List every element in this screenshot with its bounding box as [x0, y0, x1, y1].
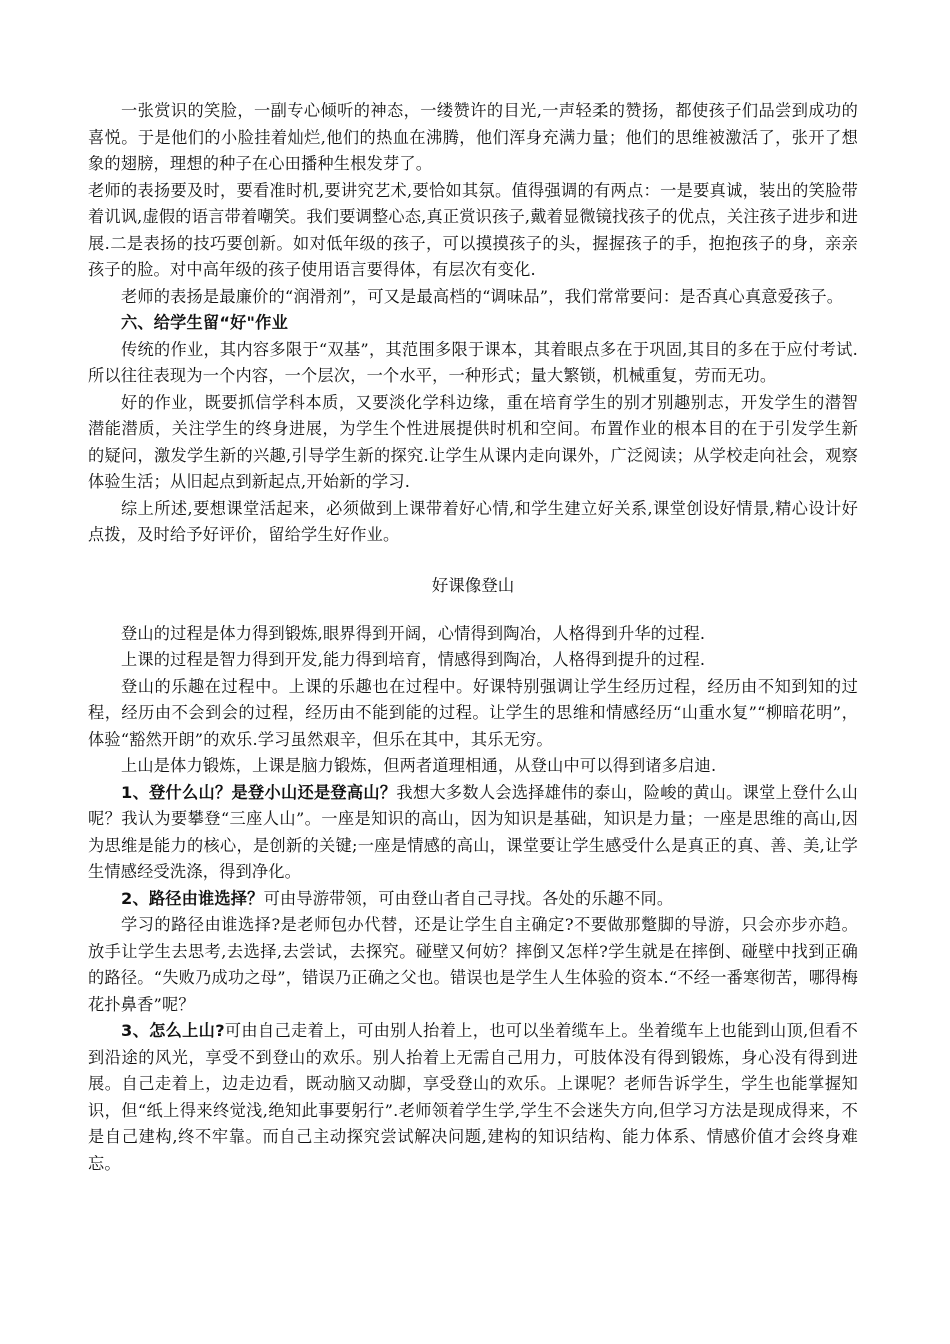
paragraph-text: 我想大多数人会选择雄伟的泰山，险峻的黄山。课堂上登什么山呢？我认为要攀登“三座人山”。一座是知识的高山，因为知识是基础，知识是力量；一座是思维的高山,因为思维是能力的核心，是创新的关键;一座是情感的高山，课堂要让学生感受什么是真正的真、善、美,让学生情感经受洗涤，得到净化。 — [88, 782, 858, 881]
paragraph — [88, 886, 858, 913]
paragraph: 老师的表扬要及时，要看准时机,要讲究艺术,要恰如其氛。值得强调的有两点：一是要真诚，装出的笑脸带着讥讽,虚假的语言带着嘲笑。我们要调整心态,真正赏识孩子,戴着显微镜找孩子的优点，关注孩子进步和进展.二是表扬的技巧要创新。如对低年级的孩子，可以摸摸孩子的头，握握孩子的手，抱抱孩子的身，亲亲孩子的脸。对中高年级的孩子使用语言要得体，有层次有变化. — [88, 180, 858, 279]
paragraph: 综上所述,要想课堂活起来，必须做到上课带着好心情,和学生建立好关系,课堂创设好情景,精心设计好点拨，及时给予好评价，留给学生好作业。 — [88, 498, 858, 544]
paragraph-text: 可由自己走着上，可由别人抬着上，也可以坐着缆车上。坐着缆车上也能到山顶,但看不到沿途的风光，享受不到登山的欢乐。别人抬着上无需自己用力，可肢体没有得到锻炼，身心没有得到进展。自己走着上，边走边看，既动脑又动脚，享受登山的欢乐。上课呢？老师告诉学生，学生也能掌握知识，但“纸上得来终觉浅,绝知此事要躬行”.老师领着学生学,学生不会迷失方向,但学习方法是现成得来，不是自己建构,终不牢靠。而自己主动探究尝试解决问题,建构的知识结构、能力体系、情感价值才会终身难忘。 — [88, 1021, 858, 1173]
paragraph: 传统的作业，其内容多限于“双基”，其范围多限于课本，其着眼点多在于巩固,其目的多在于应付考试.所以往往表现为一个内容，一个层次，一个水平，一种形式；量大繁锁，机械重复，劳而无功。 — [88, 339, 858, 385]
question-heading: 3、怎么上山? — [121, 1021, 225, 1040]
paragraph: 好的作业，既要抓信学科本质，又要淡化学科边缘，重在培育学生的别才别趣别志，开发学生的潜智潜能潜质，关注学生的终身进展，为学生个性进展提供时机和空间。布置作业的根本目的在于引发学生新的疑问，激发学生新的兴趣,引导学生新的探究.让学生从课内走向课外，广泛阅读；从学校走向社会，观察体验生活；从旧起点到新起点,开始新的学习. — [88, 392, 858, 491]
paragraph: 上课的过程是智力得到开发,能力得到培育，情感得到陶冶，人格得到提升的过程. — [121, 650, 706, 669]
paragraph — [88, 780, 858, 886]
paragraph: 学习的路径由谁选择?是老师包办代替，还是让学生自主确定?不要做那蹩脚的导游，只会亦步亦趋。放手让学生去思考,去选择,去尝试，去探究。碰壁又何妨？摔倒又怎样?学生就是在摔倒、碰壁中找到正确的路径。“失败乃成功之母”，错误乃正确之父也。错误也是学生人生体验的资本.“不经一番寒彻苦，哪得梅花扑鼻香”呢？ — [88, 915, 858, 1014]
paragraph: 登山的乐趣在过程中。上课的乐趣也在过程中。好课特别强调让学生经历过程，经历由不知到知的过程，经历由不会到会的过程，经历由不能到能的过程。让学生的思维和情感经历“山重水复”“柳暗花明”，体验“豁然开朗”的欢乐.学习虽然艰辛，但乐在其中，其乐无穷。 — [88, 676, 858, 749]
paragraph — [88, 1018, 858, 1177]
paragraph: 一张赏识的笑脸，一副专心倾听的神态，一缕赞许的目光,一声轻柔的赞扬，都使孩子们品尝到成功的喜悦。于是他们的小脸挂着灿烂,他们的热血在沸腾，他们浑身充满力量；他们的思维被激活了，张开了想象的翅膀，理想的种子在心田播种生根发芽了。 — [88, 101, 858, 173]
document-page — [88, 98, 858, 1177]
paragraph: 登山的过程是体力得到锻炼,眼界得到开阔，心情得到陶冶，人格得到升华的过程. — [121, 623, 706, 643]
section-heading: 六、给学生留“好"作业 — [121, 313, 288, 332]
question-heading: 1、登什么山？是登小山还是登高山？ — [121, 782, 397, 802]
paragraph: 老师的表扬是最廉价的“润滑剂”，可又是最高档的“调味品”，我们常常要问：是否真心真意爱孩子。 — [121, 286, 844, 306]
paragraph-text: 可由导游带领，可由登山者自己寻找。各处的乐趣不同。 — [263, 888, 674, 908]
paragraph: 上山是体力锻炼，上课是脑力锻炼，但两者道理相通，从登山中可以得到诸多启迪. — [121, 756, 717, 775]
article-title: 好课像登山 — [431, 575, 515, 595]
question-heading: 2、路径由谁选择？ — [121, 888, 264, 908]
